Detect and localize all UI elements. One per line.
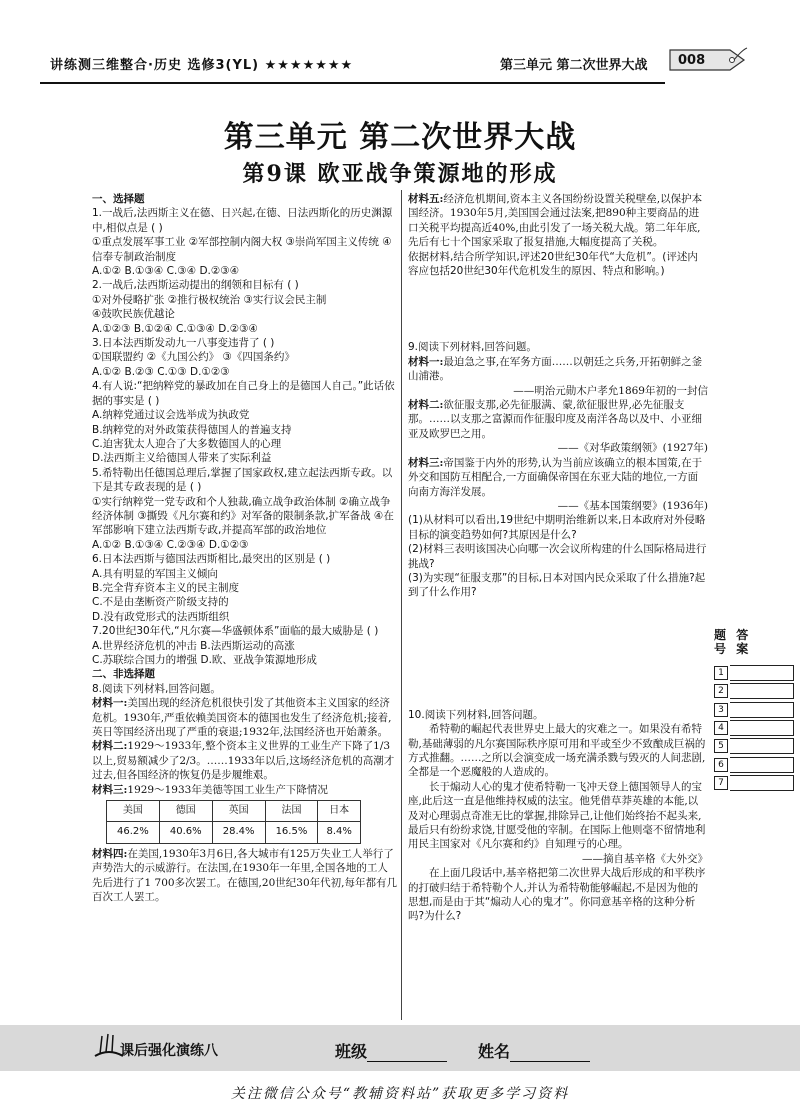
option: D.没有政党形式的法西斯组织	[92, 610, 230, 623]
answer-field[interactable]	[730, 702, 794, 718]
passage-paragraph: 希特勒的崛起代表世界史上最大的灾难之一。如果没有希特勒,基础薄弱的凡尔赛国际秩序原可用和平或至少不致酿成巨祸的方式推翻。……之所以会演变成一场充满杀戮与毁灭的人间悲剧,全都是一个恶魔般的人造成的。	[408, 723, 706, 779]
material-label: 材料二:	[92, 740, 128, 753]
answer-row	[714, 701, 794, 719]
question-5-items: ①实行纳粹党一党专政和个人独裁,确立战争政治体制 ②确立战争经济体制 ③撕毁《凡尔赛和约》对军备的限制条款,扩军备战 ④在军部影响下建立法西斯专政,并提高军部的政治地位	[92, 495, 394, 537]
answer-row	[714, 774, 794, 792]
answer-box-header	[714, 628, 794, 656]
option: D.法西斯主义给德国人带来了实际利益	[92, 452, 272, 465]
answer-number: 1	[714, 666, 728, 680]
table-header: 法国	[265, 801, 318, 822]
question-8-prompt: 依据材料,结合所学知识,评述20世纪30年代“大危机”。(评述内容应包括20世纪30年代危机发生的原因、特点和影响。)	[408, 250, 698, 278]
table-cell: 40.6%	[159, 822, 212, 843]
option: A.具有明显的军国主义倾向	[92, 567, 218, 580]
table-cell: 8.4%	[318, 822, 361, 843]
running-chapter-title: 第三单元 第二次世界大战	[500, 58, 648, 73]
material-1	[92, 696, 397, 739]
page-number: 008	[678, 53, 706, 68]
answer-number: 7	[714, 776, 728, 790]
option: A.世界经济危机的冲击 B.法西斯运动的高涨	[92, 639, 295, 652]
table-header: 德国	[159, 801, 212, 822]
table-cell: 46.2%	[107, 822, 160, 843]
table-header: 英国	[212, 801, 265, 822]
answer-box-label-number: 题号	[714, 628, 727, 656]
sub-question: (3)为实现“征服支那”的目标,日本对国内民众采取了什么措施?起到了什么作用?	[408, 571, 706, 599]
material-text: 最迫急之事,在军务方面……以朝廷之兵务,开拓朝鲜之釜山浦港。	[408, 355, 703, 383]
answer-field[interactable]	[730, 720, 794, 736]
material-2	[92, 739, 397, 782]
question-1: 1.一战后,法西斯主义在德、日兴起,在德、日法西斯化的历史渊源中,相似点是 ( )	[92, 207, 393, 234]
option: C.苏联综合国力的增强 D.欧、亚战争策源地形成	[92, 654, 317, 666]
question-9: 9.阅读下列材料,回答问题。	[408, 341, 537, 354]
watermark-notice: 关注微信公众号“教辅资料站”获取更多学习资料	[230, 1086, 570, 1102]
answer-row	[714, 719, 794, 737]
answer-row	[714, 755, 794, 773]
answer-number: 6	[714, 758, 728, 772]
question-2-items: ①对外侵略扩张 ②推行极权统治 ③实行议会民主制	[92, 293, 327, 306]
section-heading: 二、非选择题	[92, 668, 155, 681]
material-label: 材料一:	[408, 355, 444, 368]
page-header	[0, 40, 800, 86]
question-7: 7.20世纪30年代,“凡尔赛—华盛顿体系”面临的最大威胁是 ( )	[92, 625, 379, 638]
question-3-items: ①国联盟约 ②《九国公约》 ③《四国条约》	[92, 351, 295, 364]
option: B.完全背弃资本主义的民主制度	[92, 581, 240, 594]
passage-source: ——摘自基辛格《大外交》	[582, 852, 708, 865]
left-column	[92, 192, 397, 905]
class-field	[335, 1039, 447, 1062]
question-3: 3.日本法西斯发动九一八事变违背了 ( )	[92, 337, 275, 350]
header-rule	[40, 82, 665, 84]
question-2-items: ④鼓吹民族优越论	[92, 308, 175, 321]
answer-field[interactable]	[730, 683, 794, 699]
material-text: 美国出现的经济危机很快引发了其他资本主义国家的经济危机。1930年,严重依赖美国资本的德国也发生了经济危机;接着,英日等国经济出现了严重的衰退;1932年,法国经济也开始萧条。	[92, 697, 392, 739]
material-4	[92, 847, 397, 905]
answer-field[interactable]	[730, 757, 794, 773]
table-cell: 28.4%	[212, 822, 265, 843]
name-label: 姓名	[478, 1042, 511, 1061]
material-source: ——《基本国策纲要》(1936年)	[557, 499, 708, 512]
material-text: 欲征服支那,必先征服满、蒙,欲征服世界,必先征服支那。……以支那之富源而作征服印度及南洋各岛以及中、小亚细亚及欧罗巴之用。	[408, 399, 702, 440]
question-2-options: A.①②③ B.①②④ C.①③④ D.②③④	[92, 322, 258, 335]
material-text: 1929～1933年,整个资本主义世界的工业生产下降了1/3以上,贸易额减少了2/3。……1933年以后,这场经济危机的高潮才过去,但各国经济的恢复仍是步履维艰。	[92, 740, 395, 782]
section-heading: 一、选择题	[92, 193, 145, 205]
question-8: 8.阅读下列材料,回答问题。	[92, 682, 221, 695]
material-text: 1929～1933年美德等国工业生产下降情况	[127, 783, 328, 796]
answer-field[interactable]	[730, 775, 794, 791]
answer-row	[714, 682, 794, 700]
answer-row	[714, 664, 794, 682]
option: A.纳粹党通过议会选举成为执政党	[92, 409, 250, 422]
right-column	[408, 192, 708, 924]
answer-number: 3	[714, 703, 728, 717]
question-6: 6.日本法西斯与德国法西斯相比,最突出的区别是 ( )	[92, 553, 331, 566]
material-text: 帝国鉴于内外的形势,认为当前应该确立的根本国策,在于外交和国防互相配合,一方面确保帝国在东亚大陆的地位,一方面向南方海洋发展。	[408, 456, 703, 498]
answer-row	[714, 737, 794, 755]
material-label: 材料四:	[92, 847, 128, 860]
material-source: ——《对华政策纲领》(1927年)	[557, 442, 708, 455]
material-label: 材料三:	[92, 783, 128, 796]
answer-box	[714, 664, 794, 792]
question-1-options: A.①② B.①③④ C.③④ D.②③④	[92, 265, 240, 278]
question-5: 5.希特勒出任德国总理后,掌握了国家政权,建立起法西斯专政。以下是其专政表现的是 ( )	[92, 466, 393, 494]
table-cell: 16.5%	[265, 822, 318, 843]
material-label: 材料一:	[92, 697, 128, 710]
column-divider	[401, 190, 402, 1020]
unit-title: 第三单元 第二次世界大战	[223, 120, 577, 155]
material-label: 材料三:	[408, 456, 444, 469]
material-5	[408, 192, 708, 250]
option: C.迫害犹太人迎合了大多数德国人的心理	[92, 437, 282, 450]
lesson-title: 第9课 欧亚战争策源地的形成	[242, 161, 558, 187]
name-input[interactable]	[510, 1045, 590, 1062]
answer-space	[408, 600, 708, 662]
answer-space	[408, 278, 708, 340]
class-input[interactable]	[367, 1045, 447, 1062]
question-10: 10.阅读下列材料,回答问题。	[408, 708, 544, 721]
table-header: 美国	[107, 801, 160, 822]
answer-number: 2	[714, 684, 728, 698]
sub-question: (1)从材料可以看出,19世纪中期明治维新以来,日本政府对外侵略目标的演变趋势如何?其原因是什么?	[408, 514, 706, 541]
material-1	[408, 355, 708, 384]
material-3	[92, 783, 397, 797]
exercise-title: 课后强化演练八	[120, 1043, 218, 1059]
material-text: 在美国,1930年3月6日,各大城市有125万失业工人举行了声势浩大的示威游行。在法国,在1930年一年里,全国各地的工人先后进行了1 700多次罢工。在德国,20世纪30年代初,每年都有几百次工人罢工。	[92, 847, 397, 904]
question-1-items: ①重点发展军事工业 ②军部控制内阁大权 ③崇尚军国主义传统 ④信奉专制政治制度	[92, 236, 392, 263]
answer-space	[408, 662, 708, 708]
answer-box-label-answer: 答案	[736, 628, 749, 656]
passage-paragraph: 长于煽动人心的鬼才使希特勒一飞冲天登上德国领导人的宝座,此后这一直是他维持权威的法宝。他凭借草莽英雄的本能,以及对心理弱点奇准无比的掌握,排除异己,让他们始终抬不起头来,最后只有纷纷求饶,甘愿受他的宰制。在国际上他则毫不留情地利用民主国家对《凡尔赛和约》自知理亏的心理。	[408, 780, 706, 851]
question-10-prompt: 在上面几段话中,基辛格把第二次世界大战后形成的和平秩序的打破归结于希特勒个人,并认为希特勒能够崛起,不是因为他的思想,而是由于其“煽动人心的鬼才”。你同意基辛格的这种分析吗?为什么?	[408, 867, 706, 923]
answer-field[interactable]	[730, 738, 794, 754]
material-3	[408, 456, 708, 499]
answer-number: 4	[714, 721, 728, 735]
material-text: 经济危机期间,资本主义各国纷纷设置关税壁垒,以保护本国经济。1930年5月,美国国会通过法案,把890种主要商品的进口关税平均提高近40%,由此引发了一场关税大战。第二年年底,先后有七十个国家采取了报复措施,大幅度提高了关税。	[408, 193, 703, 249]
question-2: 2.一战后,法西斯运动提出的纲领和目标有 ( )	[92, 279, 299, 292]
option: C.不是由垄断资产阶级支持的	[92, 596, 229, 609]
question-3-options: A.①② B.②③ C.①③ D.①②③	[92, 365, 230, 378]
material-label: 材料五:	[408, 193, 444, 205]
table-header: 日本	[318, 801, 361, 822]
answer-number: 5	[714, 739, 728, 753]
book-title: 讲练测三维整合·历史 选修3(YL) ★★★★★★★	[50, 58, 354, 73]
name-field	[478, 1039, 590, 1062]
production-table	[106, 800, 361, 844]
question-4: 4.有人说:“把纳粹党的暴政加在自己身上的是德国人自己。”此话依据的事实是 ( )	[92, 380, 395, 407]
class-label: 班级	[335, 1042, 368, 1061]
option: B.纳粹党的对外政策获得德国人的普遍支持	[92, 423, 292, 436]
answer-field[interactable]	[730, 665, 794, 681]
material-2	[408, 398, 708, 441]
material-label: 材料二:	[408, 399, 444, 412]
sub-question: (2)材料三表明该国决心向哪一次会议所构建的什么国际格局进行挑战?	[408, 543, 707, 570]
material-source: ——明治元勋木户孝允1869年初的一封信	[513, 384, 708, 397]
question-5-options: A.①② B.①③④ C.②③④ D.①②③	[92, 538, 249, 551]
